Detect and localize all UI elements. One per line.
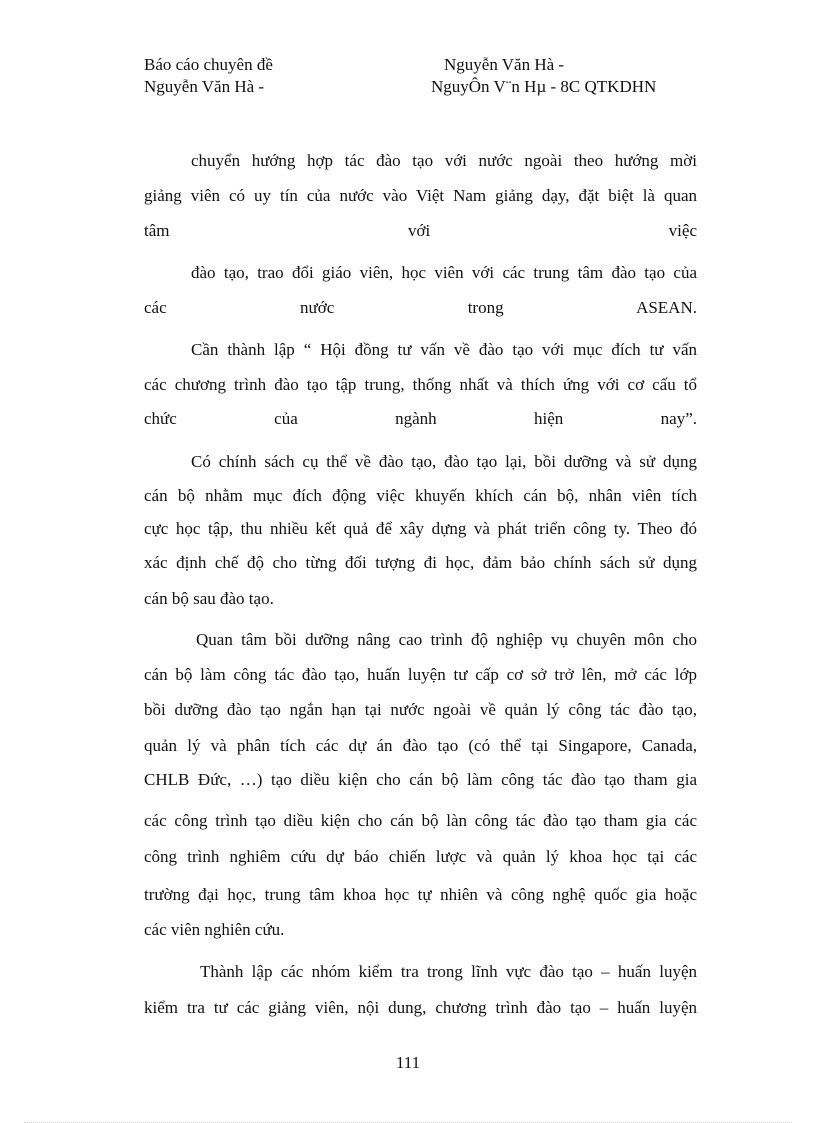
text-line: Thành lập các nhóm kiểm tra trong lĩnh vực đào tạo – huấn luyện	[200, 962, 697, 981]
header-right-line2: NguyÔn V¨n Hµ - 8C QTKDHN	[431, 77, 657, 96]
text-line: Có chính sách cụ thể về đào tạo, đào tạo lại, bồi dưỡng và sử dụng	[191, 452, 697, 471]
text-line: chức của ngành hiện nay”.	[144, 409, 697, 428]
text-line: quản lý và phân tích các dự án đào tạo (có thể tại Singapore, Canada,	[144, 736, 697, 755]
text-line: cán bộ sau đào tạo.	[144, 589, 274, 608]
text-line: công trình nghiêm cứu dự báo chiến lược và quản lý khoa học tại các	[144, 847, 697, 866]
text-line: cán bộ làm công tác đào tạo, huấn luyện tư cấp cơ sở trở lên, mở các lớp	[144, 665, 697, 684]
header-left-line2: Nguyễn Văn Hà -	[144, 77, 265, 96]
document-body	[144, 0, 697, 1040]
text-line: tâm với việc	[144, 221, 697, 240]
text-line: đào tạo, trao đổi giáo viên, học viên với các trung tâm đào tạo của	[191, 263, 697, 282]
header-left-line1: Báo cáo chuyên đề	[144, 55, 273, 74]
text-line: các chương trình đào tạo tập trung, thống nhất và thích ứng với cơ cấu tổ	[144, 375, 697, 394]
text-line: Cần thành lập “ Hội đồng tư vấn về đào tạo với mục đích tư vấn	[191, 340, 697, 359]
page-number: 111	[395, 1053, 421, 1072]
text-line: CHLB Đức, …) tạo diều kiện cho cán bộ làm công tác đào tạo tham gia	[144, 770, 697, 789]
text-line: chuyển hướng hợp tác đào tạo với nước ngoài theo hướng mời	[191, 151, 697, 170]
text-line: trường đại học, trung tâm khoa học tự nhiên và công nghệ quốc gia hoặc	[144, 885, 697, 904]
text-line: xác định chế độ cho từng đối tượng đi học, đảm bảo chính sách sử dụng	[144, 553, 697, 572]
text-line: cực học tập, thu nhiều kết quả để xây dựng và phát triển công ty. Theo đó	[144, 519, 697, 538]
text-line: các viên nghiên cứu.	[144, 920, 285, 939]
text-line: giảng viên có uy tín của nước vào Việt Nam giảng dạy, đặt biệt là quan	[144, 186, 697, 205]
header-right-line1: Nguyễn Văn Hà -	[444, 55, 565, 74]
text-line: cán bộ nhằm mục đích động việc khuyến khích cán bộ, nhân viên tích	[144, 486, 697, 505]
text-line: các nước trong ASEAN.	[144, 298, 697, 317]
text-line: Quan tâm bồi dưỡng nâng cao trình độ nghiệp vụ chuyên môn cho	[196, 630, 697, 649]
text-line: các công trình tạo diều kiện cho cán bộ làn công tác đào tạo tham gia các	[144, 811, 697, 830]
text-line: bồi dưỡng đào tạo ngắn hạn tại nước ngoài về quản lý công tác đào tạo,	[144, 700, 697, 719]
text-line: kiểm tra tư các giảng viên, nội dung, chương trình đào tạo – huấn luyện	[144, 998, 697, 1017]
